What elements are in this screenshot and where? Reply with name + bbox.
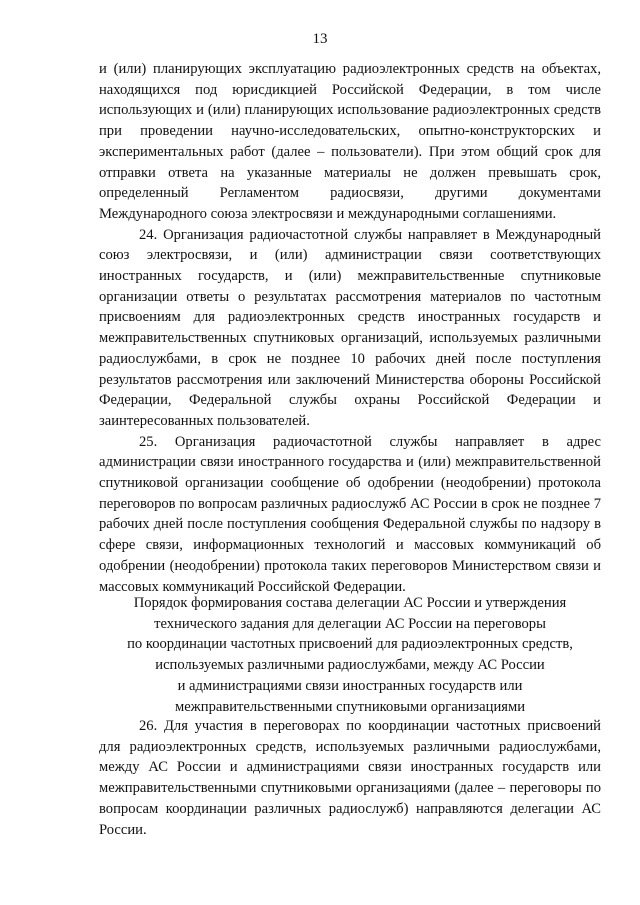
paragraph-25: 25. Организация радиочастотной службы направляет в адрес администрации связи иностранного государства и (или) межправительственной спутниковой организации сообщение об одобрении (неодобрении) протокола переговоров по вопросам различных радиослужб АС России в срок не позднее 7 рабочих дней после поступления сообщения Федеральной службы по надзору в сфере связи, информационных технологий и массовых коммуникаций об одобрении (неодобрении) протокола таких переговоров Министерством связи и массовых коммуникаций Российской Федерации. (99, 433, 601, 595)
section-heading-line: и администрациями связи иностранных государств или (177, 677, 523, 694)
section-heading-line: используемых различными радиослужбами, между АС России (155, 657, 545, 674)
section-heading-line: межправительственными спутниковыми организациями (174, 698, 526, 715)
section-heading-line: по координации частотных присвоений для радиоэлектронных средств, (127, 636, 573, 653)
body-text-top (99, 59, 601, 597)
paragraph-24: 24. Организация радиочастотной службы направляет в Международный союз электросвязи, и (или) администрации связи соответствующих иностранных государств, и (или) межправительственные спутниковые организации ответы о результатах рассмотрения материалов по частотным присвоениям для радиоэлектронных средств иностранных государств и межправительственных спутниковых организаций, используемых различными радиослужбами, в срок не позднее 10 рабочих дней после поступления результатов рассмотрения или заключений Министерства обороны Российской Федерации, Федеральной службы охраны Российской Федерации и заинтересованных пользователей. (99, 226, 601, 429)
paragraph-continuation: и (или) планирующих эксплуатацию радиоэлектронных средств на объектах, находящихся под юрисдикцией Российской Федерации, в том числе использующих и (или) планирующих использование радиоэлектронных средств при проведении научно-исследовательских, опытно-конструкторских и экспериментальных работ (далее – пользователи). При этом общий срок для отправки ответа на указанные материалы не должен превышать срок, определенный Регламентом радиосвязи, другими документами Международного союза электросвязи и международными соглашениями. (99, 61, 601, 222)
section-heading (99, 593, 601, 717)
paragraph-26: 26. Для участия в переговорах по координации частотных присвоений для радиоэлектронных средств, используемых различными радиослужбами, между АС России и администрациями связи иностранных государств или межправительственными спутниковыми организациями (далее – переговоры по вопросам координации различных радиослужб) направляются делегации АС России. (99, 718, 601, 838)
page-number: 13 (312, 31, 328, 47)
body-text-bottom (99, 716, 601, 840)
section-heading-line: Порядок формирования состава делегации АС России и утверждения (133, 595, 567, 611)
section-heading-line: технического задания для делегации АС России на переговоры (154, 615, 546, 632)
